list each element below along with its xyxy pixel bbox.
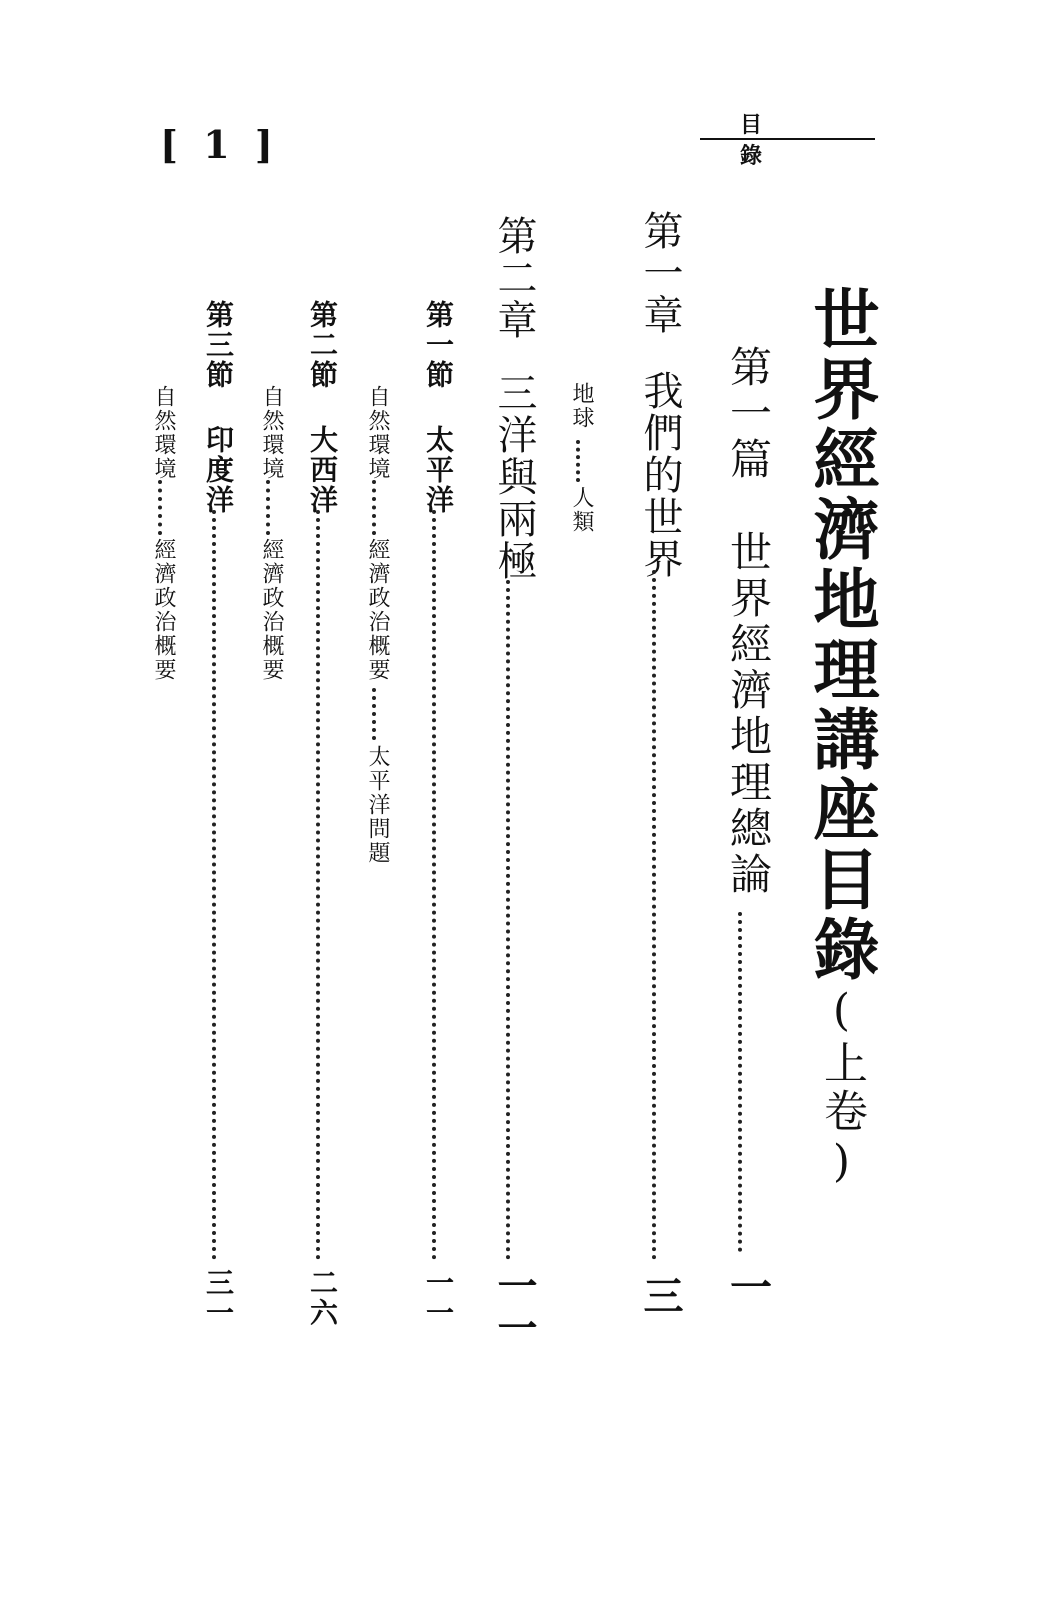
section-2-page: 二六 <box>306 1268 339 1328</box>
section-2-leader <box>316 510 320 1260</box>
page-number: [ 1 ] <box>160 122 279 167</box>
section-3-label: 第三節 <box>202 300 235 390</box>
section-3-page: 三一 <box>202 1268 235 1328</box>
section-3-topic-leader <box>158 480 162 535</box>
section-2-title: 大西洋 <box>306 425 339 515</box>
chapter-2-title: 三洋與兩極 <box>491 372 537 582</box>
section-1-label: 第一節 <box>422 300 455 390</box>
section-1-topic-1: 自然環境 <box>365 385 390 481</box>
section-1-title: 太平洋 <box>422 425 455 515</box>
chapter-2-leader <box>506 580 510 1260</box>
chapter-1-page: 三 <box>637 1275 684 1317</box>
section-1-topic-leader-1 <box>372 480 376 535</box>
running-header: 目 錄 <box>740 112 803 169</box>
section-2-topic-leader <box>266 480 270 535</box>
section-1-topic-3: 太平洋問題 <box>365 745 390 865</box>
chapter-1-topic-1: 地球 <box>569 382 594 430</box>
chapter-1-topic-2: 人類 <box>569 486 594 534</box>
part-1-page: 一 <box>724 1265 773 1311</box>
chapter-1-title: 我們的世界 <box>637 370 683 580</box>
section-1-topic-leader-2 <box>372 688 376 740</box>
section-2-topic-1: 自然環境 <box>259 385 284 481</box>
chapter-1-leader <box>652 570 656 1260</box>
section-3-topic-2: 經濟政治概要 <box>151 538 176 682</box>
section-1-leader <box>432 510 436 1260</box>
chapter-1-label: 第一章 <box>637 210 683 336</box>
part-1-label: 第一篇 <box>724 345 773 483</box>
header-rule <box>700 138 875 140</box>
section-3-title: 印度洋 <box>202 425 235 515</box>
section-1-page: 一一 <box>422 1268 455 1328</box>
section-1-topic-2: 經濟政治概要 <box>365 538 390 682</box>
section-2-topic-2: 經濟政治概要 <box>259 538 284 682</box>
chapter-2-page: 一一 <box>491 1265 538 1349</box>
book-title <box>802 285 880 1191</box>
book-title-volume: (上卷) <box>816 985 867 1191</box>
section-3-topic-1: 自然環境 <box>151 385 176 481</box>
book-title-main: 世界經濟地理講座目錄 <box>802 285 880 985</box>
section-3-leader <box>212 510 216 1260</box>
section-2-label: 第二節 <box>306 300 339 390</box>
chapter-1-topic-leader <box>576 440 580 482</box>
chapter-2-label: 第二章 <box>491 215 537 341</box>
part-1-leader <box>738 912 742 1252</box>
part-1-title: 世界經濟地理總論 <box>724 530 773 898</box>
